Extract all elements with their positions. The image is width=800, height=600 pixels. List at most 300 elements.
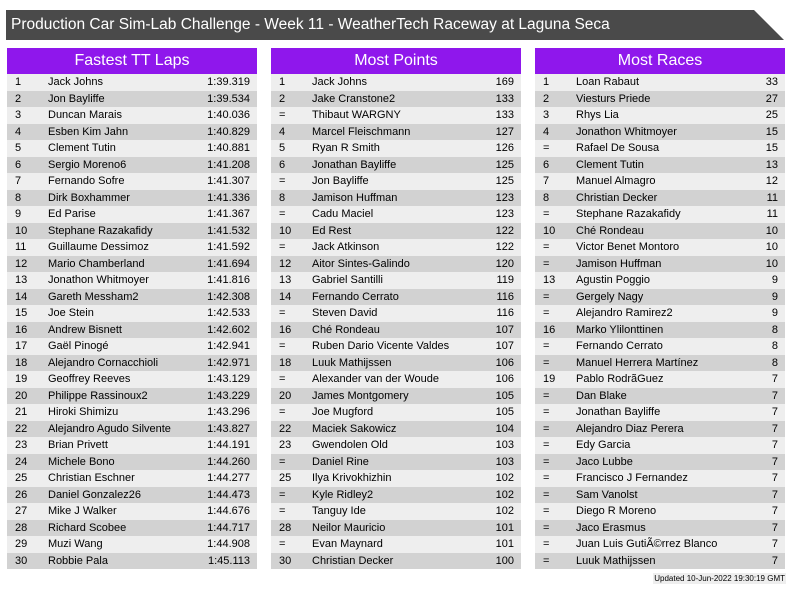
leaderboard-row: [7, 305, 257, 322]
leaderboard-list: [271, 74, 521, 569]
leaderboard-row: [271, 454, 521, 471]
stat-value: 1:42.941: [207, 340, 250, 352]
driver-name: Ruben Dario Vicente Valdes: [312, 340, 450, 352]
stat-value: 116: [496, 290, 514, 303]
leaderboard-row: [7, 454, 257, 471]
stat-value: 7: [771, 389, 778, 402]
stat-value: 9: [771, 290, 778, 303]
rank-cell: 21: [15, 406, 28, 418]
stat-value: 10: [765, 224, 778, 237]
rank-cell: 15: [15, 307, 28, 319]
stat-value: 1:41.307: [207, 175, 250, 187]
stat-value: 133: [495, 109, 514, 121]
rank-cell: 16: [543, 323, 556, 336]
stat-value: 12: [765, 175, 778, 187]
leaderboard-row: [535, 91, 785, 108]
leaderboard-row: [271, 157, 521, 174]
rank-cell: 16: [15, 323, 28, 336]
stat-value: 1:41.208: [207, 158, 250, 171]
leaderboard-row: [7, 421, 257, 438]
stat-value: 8: [771, 356, 778, 369]
stat-value: 7: [771, 406, 778, 418]
leaderboard-row: [7, 338, 257, 355]
driver-name: Alejandro Cornacchioli: [48, 356, 159, 369]
rank-cell: 28: [15, 521, 28, 534]
rank-cell: 25: [279, 472, 292, 484]
rank-cell: 14: [15, 290, 28, 303]
driver-name: Michele Bono: [48, 455, 115, 468]
driver-name: Duncan Marais: [48, 109, 122, 121]
rank-cell: 1: [279, 76, 286, 88]
driver-name: Loan Rabaut: [576, 76, 639, 88]
rank-cell: 13: [279, 274, 292, 286]
driver-name: Clement Tutin: [576, 158, 644, 171]
stat-value: 11: [766, 208, 778, 220]
leaderboard-row: [7, 157, 257, 174]
driver-name: Fernando Sofre: [48, 175, 125, 187]
stat-value: 1:39.534: [207, 92, 250, 105]
leaderboard-row: [535, 256, 785, 273]
stat-value: 120: [495, 257, 514, 270]
leaderboard-row: [271, 503, 521, 520]
stat-value: 1:44.473: [207, 488, 250, 501]
driver-name: Steven David: [312, 307, 378, 319]
leaderboard-row: [535, 437, 785, 454]
driver-name: Tanguy Ide: [312, 505, 366, 517]
leaderboard-row: [7, 553, 257, 570]
driver-name: Victor Benet Montoro: [576, 241, 680, 253]
stat-value: 133: [495, 92, 514, 105]
stat-value: 127: [495, 125, 514, 138]
leaderboard-list: [7, 74, 257, 569]
stat-value: 1:44.191: [207, 439, 250, 451]
leaderboard-row: [535, 124, 785, 141]
leaderboard-row: [7, 289, 257, 306]
driver-name: Daniel Rine: [312, 455, 369, 468]
rank-cell: 20: [15, 389, 28, 402]
leaderboard-row: [271, 553, 521, 570]
most-races-panel: [535, 48, 785, 569]
leaderboard-row: [7, 190, 257, 207]
stat-value: 7: [771, 505, 778, 517]
stat-value: 7: [771, 373, 778, 385]
stat-value: 1:42.602: [207, 323, 250, 336]
driver-name: Viesturs Priede: [576, 92, 651, 105]
rank-cell: =: [543, 472, 550, 484]
rank-cell: 12: [15, 257, 28, 270]
leaderboard-row: [7, 239, 257, 256]
rank-cell: 10: [279, 224, 292, 237]
leaderboard-list: [535, 74, 785, 569]
rank-cell: 7: [543, 175, 550, 187]
driver-name: Jaco Lubbe: [576, 455, 633, 468]
rank-cell: 20: [279, 389, 292, 402]
rank-cell: =: [543, 290, 550, 303]
driver-name: Pablo RodrãGuez: [576, 373, 664, 385]
leaderboard-row: [535, 503, 785, 520]
rank-cell: 14: [279, 290, 292, 303]
rank-cell: 30: [279, 554, 292, 567]
driver-name: Alejandro Diaz Perera: [576, 422, 684, 435]
driver-name: Ed Rest: [312, 224, 352, 237]
rank-cell: =: [543, 241, 550, 253]
stat-value: 125: [495, 175, 514, 187]
driver-name: Jon Bayliffe: [48, 92, 105, 105]
driver-name: Agustin Poggio: [576, 274, 650, 286]
driver-name: Diego R Moreno: [576, 505, 657, 517]
driver-name: Esben Kim Jahn: [48, 125, 129, 138]
rank-cell: 22: [15, 422, 28, 435]
leaderboard-row: [7, 355, 257, 372]
rank-cell: 22: [279, 422, 292, 435]
driver-name: Joe Mugford: [312, 406, 374, 418]
rank-cell: =: [543, 521, 550, 534]
rank-cell: =: [279, 340, 286, 352]
driver-name: Luuk Mathijssen: [312, 356, 392, 369]
driver-name: Aitor Sintes-Galindo: [312, 257, 410, 270]
rank-cell: 19: [543, 373, 556, 385]
rank-cell: 11: [15, 241, 27, 253]
stat-value: 25: [765, 109, 778, 121]
driver-name: Hiroki Shimizu: [48, 406, 119, 418]
leaderboard-row: [535, 470, 785, 487]
driver-name: Guillaume Dessimoz: [48, 241, 149, 253]
stat-value: 122: [495, 241, 514, 253]
rank-cell: =: [279, 373, 286, 385]
rank-cell: =: [543, 142, 550, 154]
leaderboard-row: [7, 124, 257, 141]
rank-cell: =: [279, 307, 286, 319]
driver-name: Geoffrey Reeves: [48, 373, 131, 385]
leaderboard-row: [271, 338, 521, 355]
leaderboard-row: [7, 404, 257, 421]
driver-name: Philippe Rassinoux2: [48, 389, 148, 402]
rank-cell: =: [543, 422, 550, 435]
driver-name: Fernando Cerrato: [312, 290, 399, 303]
leaderboard-row: [7, 437, 257, 454]
stat-value: 106: [495, 356, 514, 369]
rank-cell: 25: [15, 472, 28, 484]
rank-cell: 4: [543, 125, 550, 138]
stat-value: 7: [771, 439, 778, 451]
rank-cell: 8: [543, 191, 550, 204]
leaderboard-row: [271, 520, 521, 537]
leaderboard-row: [271, 388, 521, 405]
leaderboard-row: [271, 124, 521, 141]
driver-name: Alejandro Ramirez2: [576, 307, 673, 319]
rank-cell: 27: [15, 505, 28, 517]
leaderboard-row: [271, 470, 521, 487]
leaderboard-row: [535, 338, 785, 355]
stat-value: 169: [495, 76, 514, 88]
driver-name: Robbie Pala: [48, 554, 108, 567]
stat-value: 1:42.308: [207, 290, 250, 303]
rank-cell: 9: [15, 208, 22, 220]
driver-name: Gabriel Santilli: [312, 274, 383, 286]
driver-name: Maciek Sakowicz: [312, 422, 397, 435]
leaderboard-row: [271, 272, 521, 289]
rank-cell: =: [279, 241, 286, 253]
stat-value: 9: [771, 274, 778, 286]
driver-name: Alejandro Agudo Silvente: [48, 422, 171, 435]
stat-value: 100: [495, 554, 514, 567]
rank-cell: =: [279, 109, 286, 121]
leaderboard-row: [271, 536, 521, 553]
panel-title: Fastest TT Laps: [7, 48, 257, 74]
driver-name: Manuel Herrera Martínez: [576, 356, 699, 369]
stat-value: 7: [771, 455, 778, 468]
leaderboard-row: [535, 289, 785, 306]
leaderboard-row: [535, 107, 785, 124]
title-bar: [6, 10, 784, 40]
stat-value: 116: [496, 307, 514, 319]
stat-value: 102: [495, 488, 514, 501]
stat-value: 33: [765, 76, 778, 88]
driver-name: Evan Maynard: [312, 538, 383, 550]
most-points-panel: [271, 48, 521, 569]
rank-cell: =: [543, 307, 550, 319]
driver-name: Christian Decker: [576, 191, 658, 204]
leaderboard-row: [7, 173, 257, 190]
driver-name: Rafael De Sousa: [576, 142, 660, 154]
driver-name: Gergely Nagy: [576, 290, 644, 303]
rank-cell: =: [279, 505, 286, 517]
leaderboard-row: [271, 256, 521, 273]
driver-name: Stephane Razakafidy: [576, 208, 681, 220]
stat-value: 123: [495, 208, 514, 220]
stat-value: 1:43.296: [207, 406, 250, 418]
driver-name: Sam Vanolst: [576, 488, 638, 501]
stat-value: 10: [765, 241, 778, 253]
fastest-tt-laps-panel: [7, 48, 257, 569]
stat-value: 105: [495, 389, 514, 402]
driver-name: Rhys Lia: [576, 109, 619, 121]
stat-value: 104: [495, 422, 514, 435]
stat-value: 107: [495, 340, 514, 352]
driver-name: Muzi Wang: [48, 538, 103, 550]
rank-cell: =: [279, 175, 286, 187]
stat-value: 1:42.533: [207, 307, 250, 319]
leaderboard-row: [535, 371, 785, 388]
rank-cell: 2: [543, 92, 550, 105]
rank-cell: =: [279, 208, 286, 220]
driver-name: Thibaut WARGNY: [312, 109, 401, 121]
driver-name: Alexander van der Woude: [312, 373, 439, 385]
leaderboard-row: [7, 388, 257, 405]
driver-name: Andrew Bisnett: [48, 323, 122, 336]
leaderboard-row: [271, 305, 521, 322]
rank-cell: =: [543, 406, 550, 418]
stat-value: 1:41.694: [207, 257, 250, 270]
leaderboard-row: [535, 553, 785, 570]
stat-value: 1:44.676: [207, 505, 250, 517]
driver-name: Mike J Walker: [48, 505, 117, 517]
leaderboard-row: [271, 322, 521, 339]
rank-cell: 6: [543, 158, 550, 171]
rank-cell: =: [543, 455, 550, 468]
stat-value: 1:40.881: [207, 142, 250, 154]
stat-value: 15: [765, 142, 778, 154]
rank-cell: 4: [15, 125, 22, 138]
rank-cell: 10: [543, 224, 556, 237]
rank-cell: 13: [543, 274, 556, 286]
leaderboard-row: [271, 404, 521, 421]
driver-name: Francisco J Fernandez: [576, 472, 688, 484]
driver-name: Cadu Maciel: [312, 208, 374, 220]
leaderboard-row: [7, 470, 257, 487]
stat-value: 1:41.816: [207, 274, 250, 286]
leaderboard-row: [7, 223, 257, 240]
stat-value: 1:40.036: [207, 109, 250, 121]
rank-cell: 28: [279, 521, 292, 534]
leaderboard-row: [271, 487, 521, 504]
stat-value: 7: [771, 422, 778, 435]
leaderboard-row: [535, 404, 785, 421]
stat-value: 7: [771, 488, 778, 501]
stat-value: 107: [495, 323, 514, 336]
driver-name: Jack Johns: [48, 76, 104, 88]
driver-name: Manuel Almagro: [576, 175, 656, 187]
rank-cell: 1: [543, 76, 550, 88]
stat-value: 1:44.908: [207, 538, 250, 550]
leaderboard-row: [7, 371, 257, 388]
leaderboard-row: [535, 454, 785, 471]
driver-name: Jonathon Whitmoyer: [576, 125, 677, 138]
stat-value: 1:41.336: [207, 191, 250, 204]
leaderboard-row: [535, 157, 785, 174]
leaderboard-row: [7, 322, 257, 339]
driver-name: Ilya Krivokhizhin: [312, 472, 392, 484]
rank-cell: =: [279, 488, 286, 501]
rank-cell: 1: [15, 76, 22, 88]
driver-name: Jamison Huffman: [312, 191, 398, 204]
leaderboard-row: [7, 520, 257, 537]
leaderboard-row: [535, 322, 785, 339]
rank-cell: 29: [15, 538, 28, 550]
rank-cell: 6: [15, 158, 22, 171]
driver-name: Jonathon Whitmoyer: [48, 274, 149, 286]
stat-value: 1:44.260: [207, 455, 250, 468]
stat-value: 1:43.129: [207, 373, 250, 385]
stat-value: 7: [771, 472, 778, 484]
stat-value: 125: [495, 158, 514, 171]
stat-value: 1:42.971: [207, 356, 250, 369]
stat-value: 10: [765, 257, 778, 270]
driver-name: Joe Stein: [48, 307, 94, 319]
stat-value: 1:39.319: [207, 76, 250, 88]
driver-name: Kyle Ridley2: [312, 488, 374, 501]
driver-name: Jaco Erasmus: [576, 521, 646, 534]
leaderboard-row: [271, 239, 521, 256]
driver-name: Sergio Moreno6: [48, 158, 127, 171]
leaderboard-row: [535, 272, 785, 289]
rank-cell: 6: [279, 158, 286, 171]
stat-value: 103: [495, 439, 514, 451]
stat-value: 1:43.827: [207, 422, 250, 435]
stat-value: 1:44.717: [207, 521, 250, 534]
rank-cell: 30: [15, 554, 28, 567]
leaderboard-row: [271, 91, 521, 108]
driver-name: Ché Rondeau: [312, 323, 380, 336]
stat-value: 1:40.829: [207, 125, 250, 138]
rank-cell: =: [543, 505, 550, 517]
leaderboard-row: [271, 289, 521, 306]
leaderboard-row: [7, 272, 257, 289]
driver-name: Marko Ylilonttinen: [576, 323, 664, 336]
rank-cell: 19: [15, 373, 28, 385]
rank-cell: 16: [279, 323, 292, 336]
leaderboard-row: [535, 190, 785, 207]
leaderboard-row: [535, 74, 785, 91]
driver-name: Jamison Huffman: [576, 257, 662, 270]
leaderboard-row: [535, 305, 785, 322]
stat-value: 7: [771, 538, 778, 550]
rank-cell: =: [543, 208, 550, 220]
rank-cell: 23: [15, 439, 28, 451]
rank-cell: =: [543, 554, 550, 567]
leaderboard-row: [271, 173, 521, 190]
driver-name: Daniel Gonzalez26: [48, 488, 141, 501]
driver-name: Dirk Boxhammer: [48, 191, 130, 204]
stat-value: 15: [765, 125, 778, 138]
rank-cell: =: [279, 406, 286, 418]
leaderboard-row: [271, 223, 521, 240]
rank-cell: =: [543, 389, 550, 402]
driver-name: Edy Garcia: [576, 439, 631, 451]
leaderboard-row: [535, 140, 785, 157]
rank-cell: =: [543, 257, 550, 270]
driver-name: Luuk Mathijssen: [576, 554, 656, 567]
driver-name: Fernando Cerrato: [576, 340, 663, 352]
rank-cell: 5: [279, 142, 286, 154]
stat-value: 1:41.367: [207, 208, 250, 220]
stat-value: 8: [771, 340, 778, 352]
stat-value: 13: [765, 158, 778, 171]
rank-cell: 18: [15, 356, 28, 369]
driver-name: Neilor Mauricio: [312, 521, 386, 534]
leaderboard-row: [535, 421, 785, 438]
leaderboard-row: [535, 520, 785, 537]
stat-value: 9: [771, 307, 778, 319]
stat-value: 1:45.113: [207, 554, 250, 567]
leaderboard-row: [535, 206, 785, 223]
driver-name: Jack Johns: [312, 76, 368, 88]
panel-title: Most Races: [535, 48, 785, 74]
leaderboard-row: [7, 107, 257, 124]
rank-cell: 3: [15, 109, 22, 121]
leaderboard-row: [535, 223, 785, 240]
rank-cell: =: [279, 455, 286, 468]
driver-name: Christian Decker: [312, 554, 394, 567]
page-title: Production Car Sim-Lab Challenge - Week 11 - WeatherTech Raceway at Laguna Seca: [11, 16, 610, 33]
stat-value: 7: [771, 521, 778, 534]
rank-cell: 8: [279, 191, 286, 204]
stat-value: 11: [766, 191, 778, 204]
stat-value: 123: [495, 191, 514, 204]
rank-cell: 18: [279, 356, 292, 369]
stat-value: 1:44.277: [207, 472, 250, 484]
rank-cell: =: [543, 356, 550, 369]
driver-name: Gaël Pinogé: [48, 340, 109, 352]
rank-cell: 10: [15, 224, 28, 237]
driver-name: Clement Tutin: [48, 142, 116, 154]
leaderboard-row: [535, 173, 785, 190]
driver-name: Juan Luis GutiÃ©rrez Blanco: [576, 538, 718, 550]
driver-name: Jon Bayliffe: [312, 175, 369, 187]
driver-name: Mario Chamberland: [48, 257, 145, 270]
driver-name: Jonathan Bayliffe: [576, 406, 661, 418]
leaderboard-row: [271, 140, 521, 157]
